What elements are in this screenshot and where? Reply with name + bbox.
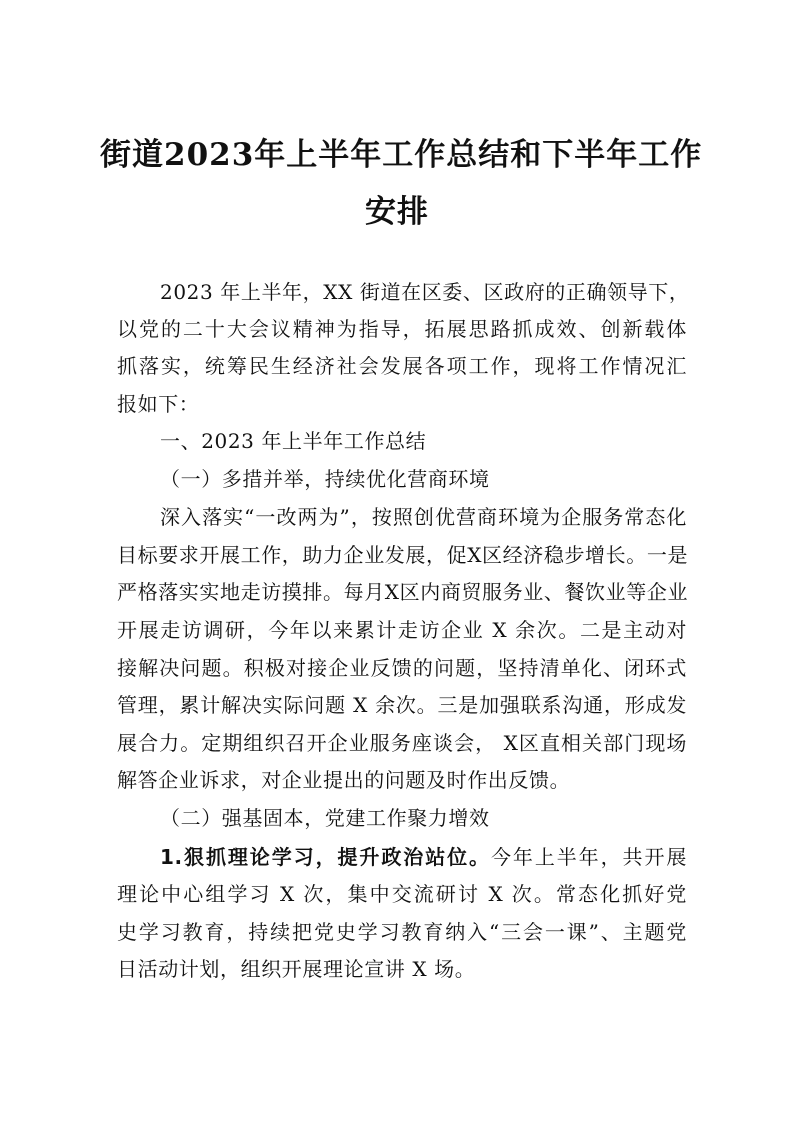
section-1-heading: 一、2023 年上半年工作总结 [160,429,427,453]
item-1-line-4: 日活动计划，组织开展理论宣讲 X 场。 [117,957,476,981]
intro-line-4: 报如下： [117,392,200,416]
document-title-line-2: 安排 [365,194,429,230]
subsection-1-heading: （一）多措并举，持续优化营商环境 [160,467,490,491]
subsection-1-line-4: 开展走访调研，今年以来累计走访企业 X 余次。二是主动对 [117,618,687,642]
document-title-line-1: 街道2023年上半年工作总结和下半年工作 [100,137,703,173]
subsection-1-line-6: 管理，累计解决实际问题 X 余次。三是加强联系沟通，形成发 [117,693,687,717]
intro-line-1: 2023 年上半年，XX 街道在区委、区政府的正确领导下， [160,280,690,304]
subsection-2-heading: （二）强基固本，党建工作聚力增效 [160,806,490,830]
item-1-line-3: 史学习教育，持续把党史学习教育纳入“三会一课”、主题党 [117,920,687,944]
item-1-line-2: 理论中心组学习 X 次，集中交流研讨 X 次。常态化抓好党 [117,882,687,906]
subsection-1-line-3: 严格落实实地走访摸排。每月X区内商贸服务业、餐饮业等企业 [117,580,689,604]
subsection-1-line-7: 展合力。定期组织召开企业服务座谈会， X区直相关部门现场 [117,731,687,755]
intro-line-3: 抓落实，统筹民生经济社会发展各项工作，现将工作情况汇 [117,354,687,378]
intro-line-2: 以党的二十大会议精神为指导，拓展思路抓成效、创新载体 [117,317,687,341]
subsection-1-line-5: 接解决问题。积极对接企业反馈的问题，坚持清单化、闭环式 [117,656,687,680]
subsection-1-line-8: 解答企业诉求，对企业提出的问题及时作出反馈。 [117,768,571,792]
item-1-first-line [160,843,687,871]
subsection-1-line-1: 深入落实“一改两为”，按照创优营商环境为企服务常态化 [160,505,687,529]
subsection-1-line-2: 目标要求开展工作，助力企业发展，促X区经济稳步增长。一是 [117,543,689,567]
item-1-bold-lead: 1.狠抓理论学习，提升政治站位。 [160,845,491,869]
item-1-lead-rest: 今年上半年，共开展 [490,845,687,869]
